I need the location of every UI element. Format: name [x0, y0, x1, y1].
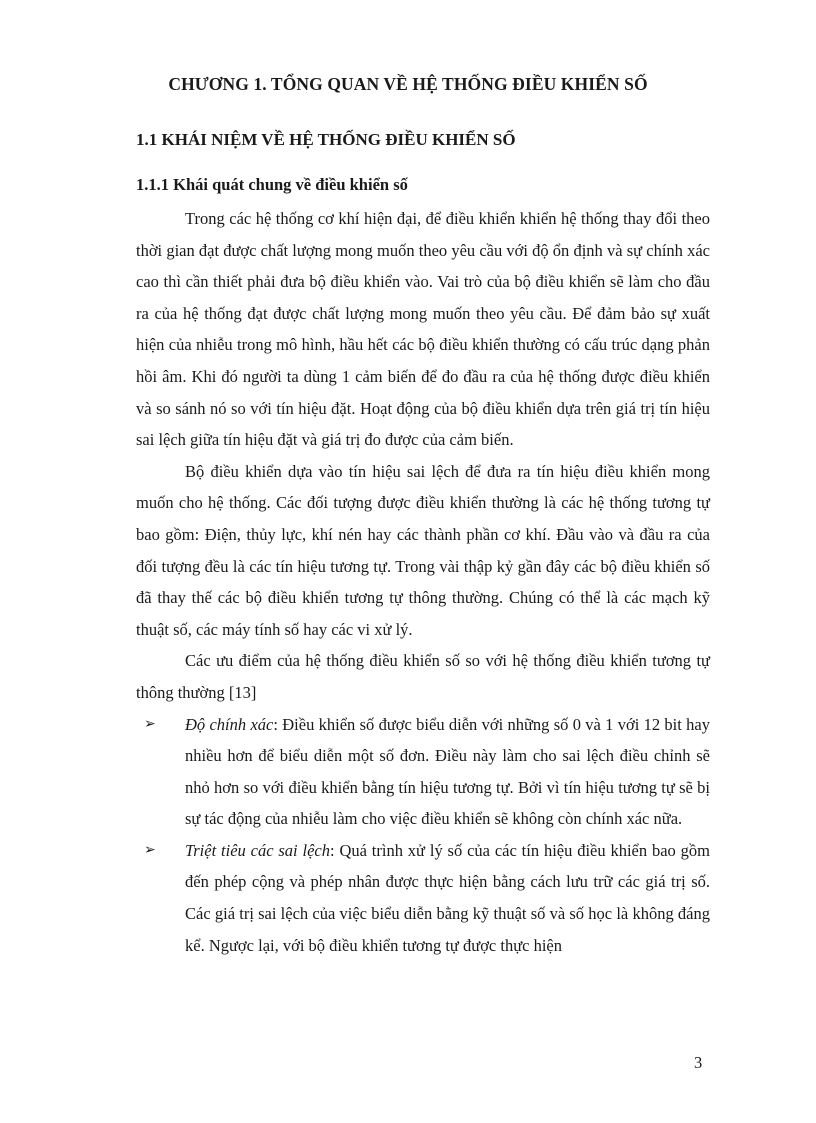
bullet-text: : Quá trình xử lý số của các tín hiệu điều khiển bao gồm đến phép cộng và phép nhân được thực hiện bằng cách lưu trữ các giá trị số. Các giá trị sai lệch của việc biểu diễn bằng kỹ thuật số và số học là không đáng kể. Ngược lại, với bộ điều khiển tương tự được thực hiện	[185, 840, 710, 955]
bullet-term: Độ chính xác	[185, 714, 274, 734]
bullet-term: Triệt tiêu các sai lệch	[185, 840, 330, 860]
arrowhead-bullet-icon: ➢	[144, 716, 156, 732]
list-item	[136, 835, 710, 961]
body-text	[136, 203, 710, 961]
chapter-title: CHƯƠNG 1. TỔNG QUAN VỀ HỆ THỐNG ĐIỀU KHIỂN SỐ	[168, 74, 648, 94]
paragraph: Các ưu điểm của hệ thống điều khiển số so với hệ thống điều khiển tương tự thông thường [13]	[136, 651, 710, 702]
section-title: 1.1 KHÁI NIỆM VỀ HỆ THỐNG ĐIỀU KHIỂN SỐ	[136, 130, 516, 149]
page-number: 3	[694, 1053, 703, 1072]
subsection-title: 1.1.1 Khái quát chung về điều khiển số	[136, 175, 408, 194]
arrowhead-bullet-icon: ➢	[144, 842, 156, 858]
advantages-list	[136, 709, 710, 962]
list-item	[136, 709, 710, 835]
paragraph: Trong các hệ thống cơ khí hiện đại, để điều khiển khiển hệ thống thay đổi theo thời gian đạt được chất lượng mong muốn theo yêu cầu với độ ổn định và sự chính xác cao thì cần thiết phải đưa bộ điều khiển vào. Vai trò của bộ điều khiển sẽ làm cho đầu ra của hệ thống đạt được chất lượng mong muốn theo yêu cầu. Để đảm bảo sự xuất hiện của nhiễu trong mô hình, hầu hết các bộ điều khiển thường có cấu trúc dạng phản hồi âm. Khi đó người ta dùng 1 cảm biến để đo đầu ra của hệ thống được điều khiển và so sánh nó so với tín hiệu đặt. Hoạt động của bộ điều khiển dựa trên giá trị tín hiệu sai lệch giữa tín hiệu đặt và giá trị đo được của cảm biến.	[136, 209, 710, 450]
bullet-text: : Điều khiển số được biểu diễn với những số 0 và 1 với 12 bit hay nhiều hơn để biểu diễn một số đơn. Điều này làm cho sai lệch điều chỉnh sẽ nhỏ hơn so với điều khiển bằng tín hiệu tương tự. Bởi vì tín hiệu tương tự sẽ bị sự tác động của nhiễu làm cho việc điều khiển sẽ không còn chính xác nữa.	[185, 714, 710, 829]
paragraph: Bộ điều khiển dựa vào tín hiệu sai lệch để đưa ra tín hiệu điều khiển mong muốn cho hệ thống. Các đối tượng được điều khiển thường là các hệ thống tương tự bao gồm: Điện, thủy lực, khí nén hay các thành phần cơ khí. Đầu vào và đầu ra của đối tượng đều là các tín hiệu tương tự. Trong vài thập kỷ gần đây các bộ điều khiển số đã thay thế các bộ điều khiển tương tự thông thường. Chúng có thể là các mạch kỹ thuật số, các máy tính số hay các vi xử lý.	[136, 461, 710, 639]
